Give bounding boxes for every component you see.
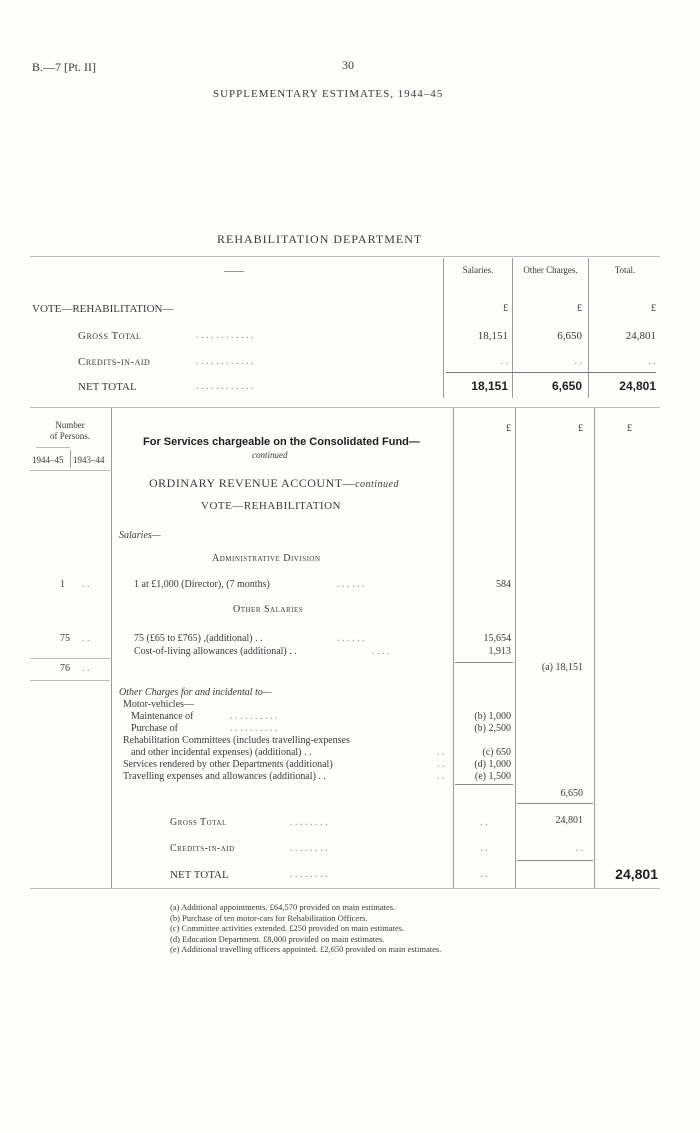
maintenance-amount: (b) 1,000 <box>474 711 511 722</box>
summary-credits-other: . . <box>574 356 582 367</box>
total-persons: 76 <box>60 663 70 674</box>
pound-col2: £ <box>578 423 583 434</box>
summary-net-other: 6,650 <box>551 379 582 393</box>
vote-heading: VOTE—REHABILITATION <box>201 500 341 512</box>
department-heading: REHABILITATION DEPARTMENT <box>217 232 423 246</box>
page-reference: B.—7 [Pt. II] <box>32 60 96 74</box>
detail-credits-label: Credits-in-aid <box>170 843 235 854</box>
leader-dots: . . . . . . . . . . . . <box>196 330 254 341</box>
staff-count: 75 <box>60 633 70 644</box>
other-charges-total: 6,650 <box>560 788 583 799</box>
travelling-amount: (e) 1,500 <box>474 771 511 782</box>
summary-vote: VOTE—REHABILITATION— <box>32 303 174 315</box>
account-heading <box>149 476 399 491</box>
summary-credits-label: Credits-in-aid <box>78 356 151 368</box>
director-prev: . . <box>82 579 90 590</box>
pound-col3: £ <box>627 423 632 434</box>
purchase-amount: (b) 2,500 <box>474 723 511 734</box>
pound-total: £ <box>651 303 656 314</box>
pound-salaries: £ <box>503 303 508 314</box>
administrative-division: Administrative Division <box>212 553 321 564</box>
continued-label: continued <box>252 450 288 460</box>
summary-dash: —— <box>224 266 244 277</box>
pound-col1: £ <box>506 423 511 434</box>
summary-gross-total: 24,801 <box>625 330 656 342</box>
footnote: (a) Additional appointments. £64,570 provided on main estimates. <box>170 902 396 912</box>
cost-of-living-line: Cost-of-living allowances (additional) . . <box>134 646 297 657</box>
cost-of-living-amount: 1,913 <box>488 646 511 657</box>
salaries-total: (a) 18,151 <box>541 662 583 673</box>
other-charges-heading: Other Charges for and incidental to— <box>119 687 272 698</box>
consolidated-fund-heading: For Services chargeable on the Consolidated Fund— <box>143 436 420 448</box>
page-title: SUPPLEMENTARY ESTIMATES, 1944–45 <box>213 88 444 100</box>
detail-credits-amount: . . <box>575 843 583 854</box>
summary-credits-total: . . <box>648 356 656 367</box>
rehabilitation-committees-amount: (c) 650 <box>482 747 511 758</box>
maintenance-line: Maintenance of <box>131 711 194 722</box>
summary-gross-label: Gross Total <box>78 330 142 342</box>
col-salaries: Salaries. <box>462 265 494 275</box>
leader-dots: . . . . . . . . . . <box>230 723 278 734</box>
detail-net-label: NET TOTAL <box>170 869 229 881</box>
total-prev: . . <box>82 663 90 674</box>
staff-prev: . . <box>82 633 90 644</box>
rehabilitation-committees-line2: and other incidental expenses) (additional) . . <box>131 747 312 758</box>
leader-dots: . . . . <box>372 646 390 657</box>
footnote: (d) Education Department. £8,000 provided on main estimates. <box>170 933 385 944</box>
summary-gross-other: 6,650 <box>557 330 582 342</box>
summary-net-label: NET TOTAL <box>78 381 137 393</box>
detail-net-amount: 24,801 <box>615 866 658 882</box>
director-amount: 584 <box>496 579 511 590</box>
summary-net-salaries: 18,151 <box>471 379 508 393</box>
services-amount: (d) 1,000 <box>474 759 511 770</box>
account-title: ORDINARY REVENUE ACCOUNT— <box>149 476 356 490</box>
leader-dots: . . . . . . . . <box>290 817 328 828</box>
page-number: 30 <box>342 58 354 72</box>
year-1944-45: 1944–45 <box>32 455 64 465</box>
staff-line: 75 (£65 to £765) ,(additional) . . <box>134 633 263 644</box>
other-salaries-heading: Other Salaries <box>233 604 304 615</box>
account-continued: continued <box>355 479 399 490</box>
footnote: (b) Purchase of ten motor-cars for Rehabilitation Officers. <box>170 912 368 923</box>
number-of-persons-header: Number of Persons. <box>50 420 90 441</box>
leader-dots: . . . . . . . . . . <box>230 711 278 722</box>
leader-dots: . . . . . . <box>337 633 365 644</box>
summary-gross-salaries: 18,151 <box>477 330 508 342</box>
leader-dots: . . . . . . . . . . . . <box>196 356 254 367</box>
leader-dots: . . . . . . <box>337 579 365 590</box>
travelling-line: Travelling expenses and allowances (additional) . . <box>123 771 326 782</box>
salaries-heading: Salaries— <box>119 530 161 541</box>
pound-other: £ <box>577 303 582 314</box>
staff-amount: 15,654 <box>483 633 511 644</box>
year-1943-44: 1943–44 <box>73 455 105 465</box>
summary-credits-salaries: . . <box>500 356 508 367</box>
director-line: 1 at £1,000 (Director), (7 months) <box>134 579 270 590</box>
col-other-charges: Other Charges. <box>523 265 578 275</box>
footnote: (e) Additional travelling officers appointed. £2,650 provided on main estimates. <box>170 944 442 954</box>
leader-dots: . . . . . . . . <box>290 869 328 880</box>
director-count: 1 <box>60 579 65 590</box>
detail-gross-amount: 24,801 <box>555 815 583 826</box>
services-line: Services rendered by other Departments (additional) <box>123 759 333 770</box>
detail-gross-label: Gross Total <box>170 817 227 828</box>
footnote: (c) Committee activities extended. £250 provided on main estimates. <box>170 923 405 933</box>
summary-net-total: 24,801 <box>619 379 656 393</box>
purchase-line: Purchase of <box>131 723 178 734</box>
rehabilitation-committees-line1: Rehabilitation Committees (includes travelling-expenses <box>123 735 350 746</box>
col-total: Total. <box>614 265 636 275</box>
motor-vehicles-heading: Motor-vehicles— <box>123 699 194 710</box>
leader-dots: . . . . . . . . <box>290 843 328 854</box>
leader-dots: . . . . . . . . . . . . <box>196 381 254 392</box>
footnotes <box>170 902 441 955</box>
